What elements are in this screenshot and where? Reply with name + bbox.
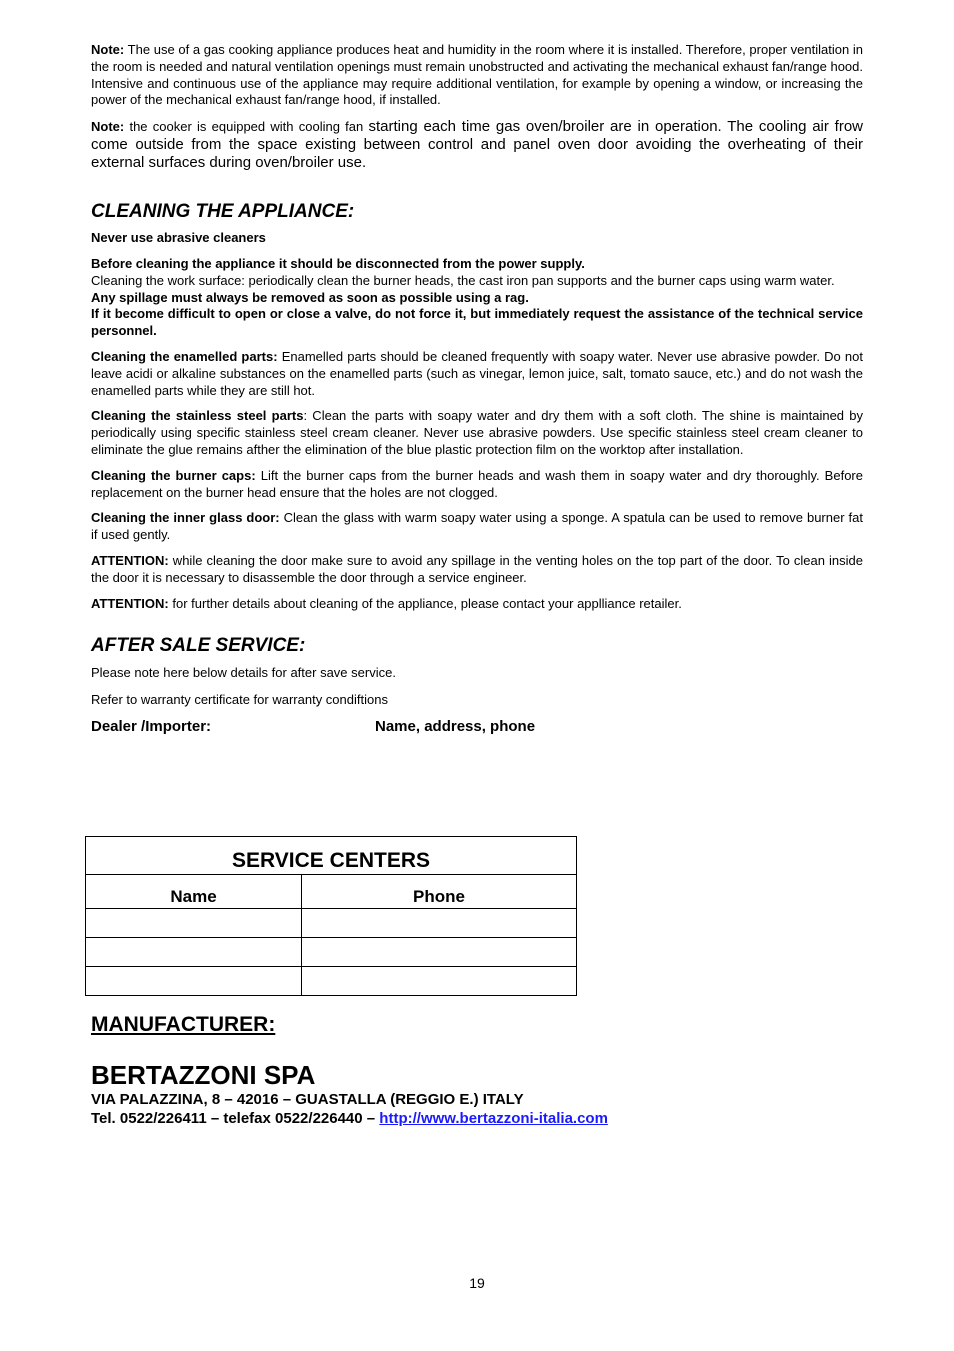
work-surface-text: Cleaning the work surface: periodically clean the burner heads, the cast iron pan supports and the burner caps using warm water. <box>91 272 835 288</box>
glass-door-paragraph <box>91 510 863 544</box>
steel-paragraph <box>91 408 863 458</box>
disconnect-warning: Before cleaning the appliance it should be disconnected from the power supply. <box>91 255 585 271</box>
note-label: Note: <box>91 42 125 57</box>
service-centers-table <box>85 836 577 996</box>
ventilation-note <box>91 42 863 109</box>
company-website-link[interactable]: http://www.bertazzoni-italia.com <box>379 1110 608 1127</box>
after-sale-heading: AFTER SALE SERVICE: <box>91 635 306 657</box>
company-address-block <box>91 1090 608 1128</box>
dealer-label: Dealer /Importer: <box>91 717 212 735</box>
abrasive-warning: Never use abrasive cleaners <box>91 230 266 246</box>
note-text: The use of a gas cooking appliance produces heat and humidity in the room where it is installed. Therefore, proper ventilation in the room is needed and natural ventilation openings must remain unobstructed and activating the mechanical exhaust fan/range hood. Intensive and continuous use of the appliance may require additional ventilation, for example by opening a window, or increasing the power of the mechanical exhaust fan/range hood, if installed. <box>91 42 863 108</box>
valve-warning: If it become difficult to open or close a valve, do not force it, but immediately request the assistance of the technical service personnel. <box>91 306 863 339</box>
company-name: BERTAZZONI SPA <box>91 1060 316 1090</box>
manufacturer-heading: MANUFACTURER: <box>91 1013 276 1036</box>
enamel-paragraph <box>91 349 863 399</box>
table-cell-phone[interactable] <box>302 909 577 938</box>
attention-text: for further details about cleaning of the appliance, please contact your applliance retailer. <box>168 595 682 611</box>
caps-text: Lift the burner caps from the burner heads and wash them in soapy water and dry thoroughly. Before replacement on the burner head ensure that the holes are not clogged. <box>91 467 863 500</box>
company-phone-fax: Tel. 0522/226411 – telefax 0522/226440 – <box>91 1110 380 1127</box>
column-header-name: Name <box>86 875 302 909</box>
cleaning-heading: CLEANING THE APPLIANCE: <box>91 201 355 223</box>
attention-label: ATTENTION: <box>91 552 169 568</box>
enamel-text: Enamelled parts should be cleaned frequently with soapy water. Never use abrasive powder. Do not leave acidi or alkaline substances on the enamelled parts (such as vinegar, lemon juice, salt, tomato sauce, etc.) and do not wash the enamelled parts while they are still hot. <box>91 348 863 398</box>
attention-door-paragraph <box>91 553 863 587</box>
table-cell-phone[interactable] <box>302 938 577 967</box>
company-contact <box>91 1109 608 1128</box>
table-cell-name[interactable] <box>86 967 302 996</box>
glass-text: Clean the glass with warm soapy water using a sponge. A spatula can be used to remove burner fat if used gently. <box>91 510 863 543</box>
enamel-label: Cleaning the enamelled parts: <box>91 348 278 364</box>
after-sale-line-1: Please note here below details for after save service. <box>91 665 396 681</box>
service-centers-title: SERVICE CENTERS <box>86 837 577 875</box>
table-row <box>86 938 577 967</box>
glass-label: Cleaning the inner glass door: <box>91 510 280 526</box>
note-label: Note: <box>91 119 125 135</box>
table-cell-phone[interactable] <box>302 967 577 996</box>
table-row <box>86 967 577 996</box>
table-cell-name[interactable] <box>86 909 302 938</box>
page-content <box>91 42 863 735</box>
burner-caps-paragraph <box>91 468 863 502</box>
table-cell-name[interactable] <box>86 938 302 967</box>
attention-text: while cleaning the door make sure to avoid any spillage in the venting holes on the top part of the door. To clean inside the door it is necessary to disassemble the door through a service engineer. <box>91 552 863 585</box>
column-header-phone: Phone <box>302 875 577 909</box>
spillage-warning: Any spillage must always be removed as soon as possible using a rag. <box>91 289 529 305</box>
note-text-large: starting each time gas oven/broiler are in operation. The cooling air frow come outside from the space existing between control and panel oven door avoiding the overheating of their external surfaces during oven/broiler use. <box>91 118 863 172</box>
attention-retailer-paragraph <box>91 596 863 613</box>
dealer-value: Name, address, phone <box>375 717 536 735</box>
cooling-fan-note <box>91 118 863 172</box>
company-address: VIA PALAZZINA, 8 – 42016 – GUASTALLA (REGGIO E.) ITALY <box>91 1091 524 1108</box>
dealer-row <box>91 718 863 735</box>
steel-label: Cleaning the stainless steel parts <box>91 408 304 424</box>
note-text-small: the cooker is equipped with cooling fan <box>124 119 369 135</box>
caps-label: Cleaning the burner caps: <box>91 467 256 483</box>
page-number: 19 <box>469 1275 485 1291</box>
table-row <box>86 909 577 938</box>
steel-text: : Clean the parts with soapy water and dry them with a soft cloth. The shine is maintained by periodically using specific stainless steel cream cleaner. Never use abrasive powders. Use specific stainless steel cream cleaner to eliminate the glue remains afther the elimination of the blue plastic protection film on the worktop after installation. <box>91 408 864 457</box>
attention-label: ATTENTION: <box>91 595 169 611</box>
after-sale-line-2: Refer to warranty certificate for warranty condiftions <box>91 692 388 708</box>
